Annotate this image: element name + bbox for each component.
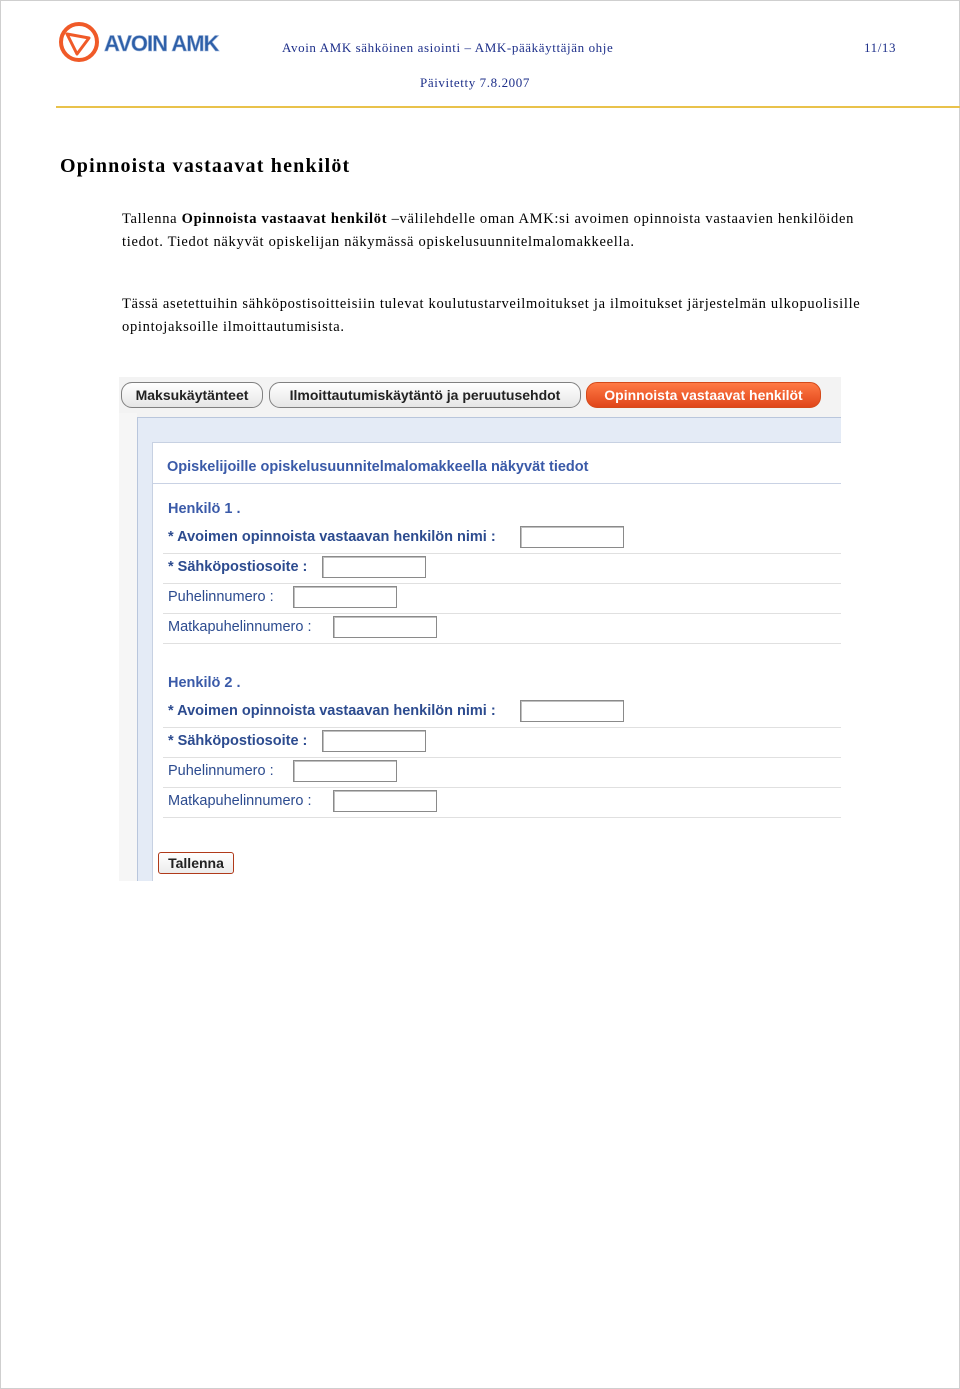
header-title: Avoin AMK sähköinen asiointi – AMK-pääkäyttäjän ohje [282,40,614,55]
save-button[interactable]: Tallenna [158,852,234,874]
person-2-name-input[interactable] [520,700,624,722]
paragraph-2: Tässä asetettuihin sähköpostisoitteisiin tulevat koulutustarveilmoitukset ja ilmoitukset järjestelmän ulkopuolisille opintojaksoille ilmoittautumisista. [122,296,861,335]
person-2-phone-label: Puhelinnumero : [168,763,274,779]
person-1-email-input[interactable] [322,556,426,578]
paragraph-1-start: Tallenna [122,211,182,227]
form-panel [137,417,841,881]
person-2-phone-row [163,757,841,788]
left-strip [119,413,137,881]
person-2-email-row [163,727,841,758]
page-number: 11/13 [864,40,897,55]
person-1-email-label: * Sähköpostiosoite : [168,559,308,575]
person-1-name-label: * Avoimen opinnoista vastaavan henkilön nimi : [168,529,496,545]
paragraph-1-bold: Opinnoista vastaavat henkilöt [181,211,388,227]
paragraph-1-end: –välilehdelle oman AMK:si avoimen opinnoista vastaavien henkilöiden tiedot. Tiedot näkyvät opiskelijan näkymässä opiskelusuunnitelmalomakkeella. [122,211,855,250]
person-1-email-row [163,553,841,584]
logo-text: AVOIN AMK [104,31,219,56]
person-2-heading: Henkilö 2 . [168,675,241,691]
form-section-title: Opiskelijoille opiskelusuunnitelmalomakkeella näkyvät tiedot [167,459,589,475]
section-title: Opinnoista vastaavat henkilöt [60,155,351,177]
paragraph-1 [122,208,892,253]
person-2-email-input[interactable] [322,730,426,752]
person-1-mobile-input[interactable] [333,616,437,638]
person-1-mobile-label: Matkapuhelinnumero : [168,619,312,635]
person-1-name-row [163,523,841,554]
person-1-phone-row [163,583,841,614]
person-1-mobile-row [163,613,841,644]
person-2-mobile-label: Matkapuhelinnumero : [168,793,312,809]
avoin-amk-logo [58,20,243,64]
form-area [152,442,841,881]
person-1-phone-input[interactable] [293,586,397,608]
tab-maksukaytanteet[interactable]: Maksukäytänteet [121,382,263,408]
person-1-heading: Henkilö 1 . [168,501,241,517]
updated-date: Päivitetty 7.8.2007 [420,75,530,90]
person-2-name-label: * Avoimen opinnoista vastaavan henkilön nimi : [168,703,496,719]
person-2-email-label: * Sähköpostiosoite : [168,733,308,749]
form-section-divider [153,483,841,484]
header-divider [56,106,960,108]
tab-ilmoittautumiskaytanto[interactable]: Ilmoittautumiskäytäntö ja peruutusehdot [269,382,581,408]
embedded-screenshot [119,377,841,881]
tab-opinnoista-vastaavat[interactable]: Opinnoista vastaavat henkilöt [586,382,821,408]
person-2-mobile-row [163,787,841,818]
person-1-phone-label: Puhelinnumero : [168,589,274,605]
person-1-name-input[interactable] [520,526,624,548]
person-2-phone-input[interactable] [293,760,397,782]
person-2-name-row [163,697,841,728]
person-2-mobile-input[interactable] [333,790,437,812]
